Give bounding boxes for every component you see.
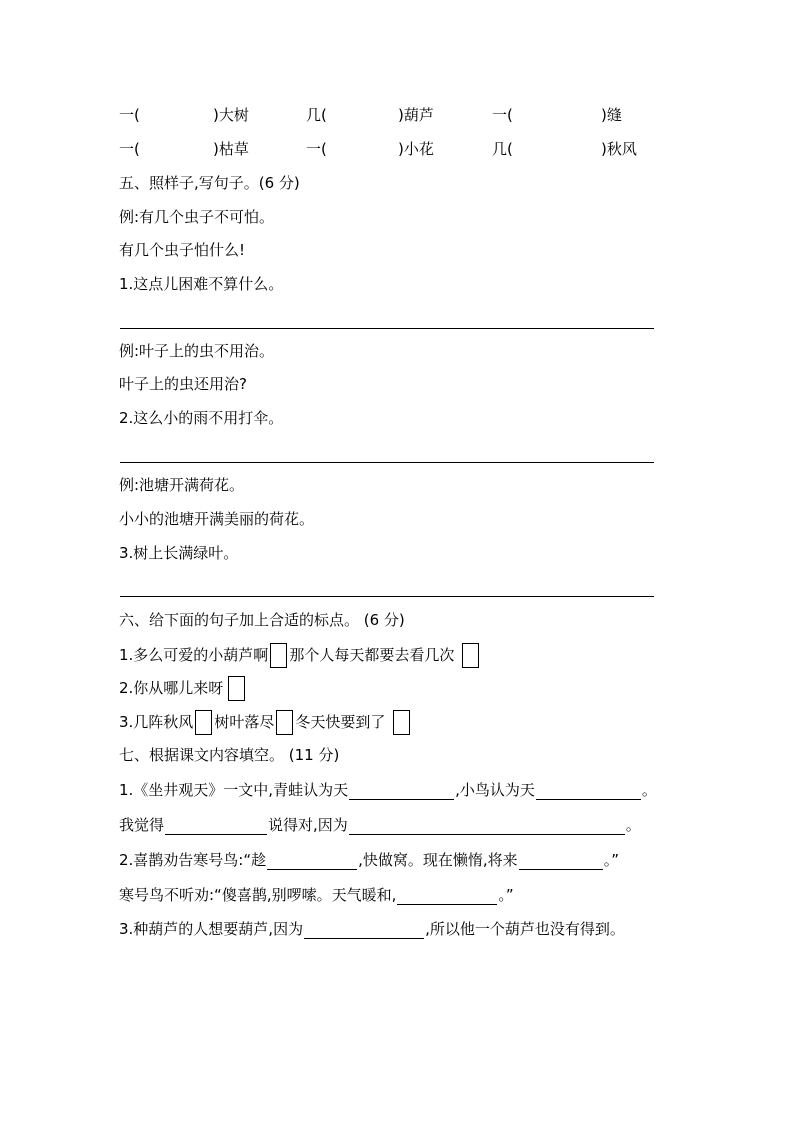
section5-example2: 例:叶子上的虫不用治。 <box>119 342 275 360</box>
l2-text-c: 。 <box>625 816 641 834</box>
section5-example1-answer: 有几个虫子怕什么! <box>119 241 246 259</box>
s2-part-a: 2.你从哪儿来呀 <box>119 679 224 697</box>
fill-blank[interactable] <box>397 887 497 905</box>
s1-part-a: 1.多么可爱的小葫芦啊 <box>119 646 269 664</box>
l3-text-b: ,快做窝。现在懒惰,将来 <box>358 851 518 869</box>
section7-line5 <box>119 919 625 939</box>
section5-example3-answer: 小小的池塘开满美丽的荷花。 <box>119 510 315 528</box>
punct-box[interactable] <box>228 676 245 701</box>
section7-heading: 七、根据课文内容填空。 (11 分) <box>119 746 340 764</box>
section5-example2-answer: 叶子上的虫还用治? <box>119 375 247 393</box>
measure-row2-b-open: 一( <box>306 140 327 158</box>
l1-text-a: 1.《坐井观天》一文中,青蛙认为天 <box>119 781 349 799</box>
punct-box[interactable] <box>276 710 293 735</box>
punct-box[interactable] <box>462 643 479 668</box>
section7-line2 <box>119 815 641 835</box>
section5-question1: 1.这点儿困难不算什么。 <box>119 275 284 293</box>
s3-part-a: 3.几阵秋风 <box>119 713 194 731</box>
measure-row1-b-open: 几( <box>306 106 327 124</box>
l2-text-b: 说得对,因为 <box>268 816 348 834</box>
section7-line4 <box>119 885 514 905</box>
answer-line-2[interactable] <box>120 462 654 463</box>
answer-line-1[interactable] <box>120 328 654 329</box>
measure-row1-b-close: )葫芦 <box>398 106 434 124</box>
l2-text-a: 我觉得 <box>119 816 165 834</box>
answer-line-3[interactable] <box>120 596 654 597</box>
s3-part-c: 冬天快要到了 <box>295 713 386 731</box>
measure-row2-a-open: 一( <box>119 140 140 158</box>
section5-heading: 五、照样子,写句子。(6 分) <box>119 174 300 192</box>
l3-text-a: 2.喜鹊劝告寒号鸟:“趁 <box>119 851 267 869</box>
measure-row2-c-open: 几( <box>492 140 513 158</box>
measure-row2-c-close: )秋风 <box>601 140 637 158</box>
fill-blank[interactable] <box>519 852 603 870</box>
l1-text-b: ,小鸟认为天 <box>455 781 535 799</box>
l3-text-c: 。” <box>603 851 619 869</box>
l4-text-a: 寒号鸟不听劝:“傻喜鹊,别啰嗦。天气暖和, <box>119 886 397 904</box>
section5-example1: 例:有几个虫子不可怕。 <box>119 208 275 226</box>
l5-text-a: 3.种葫芦的人想要葫芦,因为 <box>119 920 304 938</box>
s1-part-b: 那个人每天都要去看几次 <box>289 646 455 664</box>
measure-row1-a-open: 一( <box>119 106 140 124</box>
fill-blank[interactable] <box>349 817 625 835</box>
l5-text-b: ,所以他一个葫芦也没有得到。 <box>425 920 625 938</box>
section6-sentence2 <box>119 675 247 701</box>
l4-text-b: 。” <box>498 886 514 904</box>
s3-part-b: 树叶落尽 <box>214 713 275 731</box>
section7-line1 <box>119 780 657 800</box>
section5-question3: 3.树上长满绿叶。 <box>119 544 239 562</box>
measure-row1-c-open: 一( <box>492 106 513 124</box>
fill-blank[interactable] <box>536 782 641 800</box>
punct-box[interactable] <box>393 710 410 735</box>
measure-row1-a-close: )大树 <box>213 106 249 124</box>
section6-heading: 六、给下面的句子加上合适的标点。 (6 分) <box>119 611 405 629</box>
fill-blank[interactable] <box>165 817 267 835</box>
fill-blank[interactable] <box>349 782 454 800</box>
measure-row2-b-close: )小花 <box>398 140 434 158</box>
fill-blank[interactable] <box>267 852 357 870</box>
punct-box[interactable] <box>270 643 287 668</box>
section5-example3: 例:池塘开满荷花。 <box>119 476 245 494</box>
section5-question2: 2.这么小的雨不用打伞。 <box>119 409 284 427</box>
measure-row1-c-close: )缝 <box>601 106 622 124</box>
section6-sentence1 <box>119 642 481 668</box>
measure-row2-a-close: )枯草 <box>213 140 249 158</box>
l1-text-c: 。 <box>641 781 657 799</box>
section6-sentence3 <box>119 709 412 735</box>
section7-line3 <box>119 850 619 870</box>
punct-box[interactable] <box>195 710 212 735</box>
fill-blank[interactable] <box>304 921 424 939</box>
